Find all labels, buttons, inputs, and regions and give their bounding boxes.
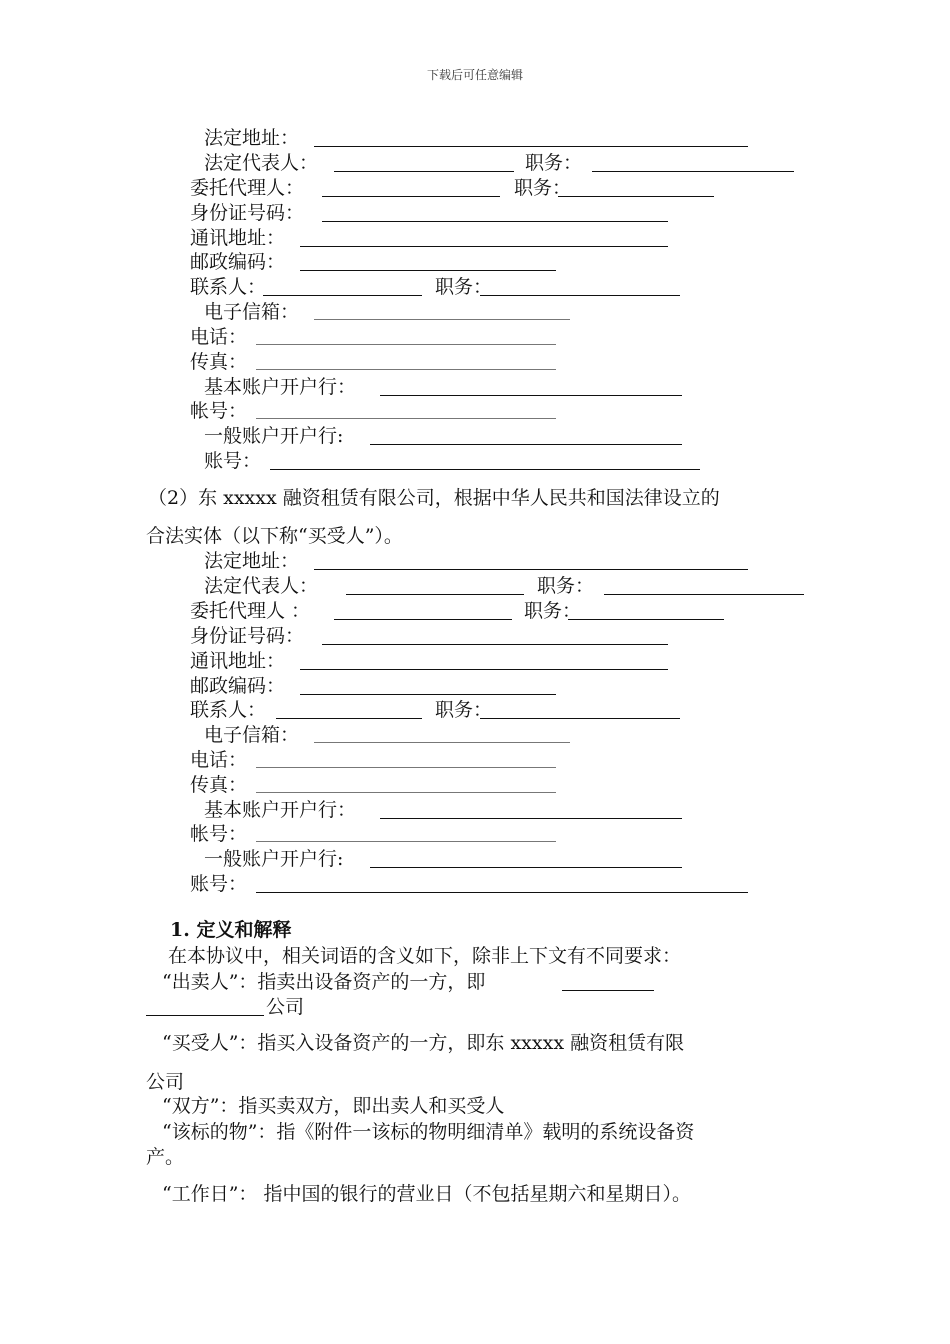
postcode-label: 邮政编码： [190, 675, 286, 697]
legal-address-field[interactable] [314, 146, 748, 147]
seller-definition: “出卖人”：指卖出设备资产的一方，即 [162, 971, 486, 993]
contact-address-label: 通讯地址： [190, 227, 286, 249]
legal-rep-label: 法定代表人： [204, 575, 319, 597]
parties-definition: “双方”：指买卖双方，即出卖人和买受人 [162, 1095, 505, 1117]
general-bank-field[interactable] [370, 444, 682, 445]
title-label: 职务： [537, 575, 595, 597]
basic-account-label: 帐号： [190, 823, 248, 845]
fax-label: 传真： [190, 774, 248, 796]
email-label: 电子信箱： [204, 301, 300, 323]
postcode-field[interactable] [300, 270, 556, 271]
seller-name-field-2[interactable] [146, 1015, 264, 1016]
agent-title-field[interactable] [568, 619, 724, 620]
agent-label: 委托代理人 ： [190, 600, 311, 622]
general-bank-label: 一般账户开户行: [204, 848, 344, 870]
basic-account-field[interactable] [256, 841, 556, 842]
agent-title-label: 职务： [524, 600, 582, 622]
subject-definition: “该标的物”：指《附件一该标的物明细清单》载明的系统设备资 [162, 1121, 695, 1143]
title-label: 职务： [525, 152, 583, 174]
fax-label: 传真： [190, 351, 248, 373]
basic-bank-field[interactable] [380, 395, 682, 396]
id-number-field[interactable] [322, 221, 668, 222]
subject-definition-cont: 产。 [146, 1146, 185, 1168]
id-number-label: 身份证号码： [190, 625, 305, 647]
contact-person-field[interactable] [276, 718, 422, 719]
postcode-field[interactable] [300, 694, 556, 695]
basic-account-label: 帐号： [190, 400, 248, 422]
agent-title-label: 职务： [514, 177, 572, 199]
contact-person-field[interactable] [263, 295, 422, 296]
fax-field[interactable] [256, 792, 556, 793]
seller-company-suffix: 公司 [266, 996, 305, 1018]
contact-address-field[interactable] [300, 669, 668, 670]
page-header-note: 下载后可任意编辑 [426, 68, 523, 82]
workday-definition: “工作日”： 指中国的银行的营业日（不包括星期六和星期日）。 [162, 1183, 691, 1205]
general-bank-label: 一般账户开户行: [204, 425, 344, 447]
party2-intro-line2: 合法实体（以下称“买受人”）。 [146, 525, 403, 547]
contact-title-field[interactable] [480, 718, 680, 719]
agent-label: 委托代理人： [190, 177, 305, 199]
phone-field[interactable] [256, 767, 556, 768]
contact-person-label: 联系人： [190, 276, 267, 298]
general-account-label: 账号： [204, 450, 262, 472]
fax-field[interactable] [256, 369, 556, 370]
email-field[interactable] [314, 742, 570, 743]
buyer-company-suffix: 公司 [146, 1071, 185, 1093]
contact-title-label: 职务： [435, 699, 493, 721]
general-account-label: 账号： [190, 873, 248, 895]
buyer-definition: “买受人”：指买入设备资产的一方，即东 xxxxx 融资租赁有限 [162, 1032, 685, 1054]
legal-address-label: 法定地址： [204, 127, 300, 149]
title-field[interactable] [604, 594, 804, 595]
phone-label: 电话： [190, 326, 248, 348]
basic-bank-label: 基本账户开户行： [204, 799, 357, 821]
phone-label: 电话： [190, 749, 248, 771]
contact-title-field[interactable] [480, 295, 680, 296]
section-heading: 1. 定义和解释 [170, 919, 292, 941]
general-account-field[interactable] [270, 469, 700, 470]
title-field[interactable] [592, 171, 794, 172]
legal-rep-field[interactable] [346, 594, 524, 595]
id-number-label: 身份证号码： [190, 202, 305, 224]
definitions-intro: 在本协议中，相关词语的含义如下，除非上下文有不同要求： [168, 945, 682, 967]
seller-name-field-1[interactable] [562, 990, 654, 991]
basic-bank-field[interactable] [380, 818, 682, 819]
email-field[interactable] [314, 319, 570, 320]
agent-title-field[interactable] [558, 196, 714, 197]
legal-rep-label: 法定代表人： [204, 152, 319, 174]
basic-account-field[interactable] [256, 418, 556, 419]
legal-rep-field[interactable] [334, 171, 514, 172]
agent-field[interactable] [322, 196, 500, 197]
basic-bank-label: 基本账户开户行： [204, 376, 357, 398]
postcode-label: 邮政编码： [190, 251, 286, 273]
contact-address-field[interactable] [300, 246, 668, 247]
party2-intro-line1: （2）东 xxxxx 融资租赁有限公司，根据中华人民共和国法律设立的 [148, 487, 720, 509]
agent-field[interactable] [334, 619, 512, 620]
email-label: 电子信箱： [204, 724, 300, 746]
contact-person-label: 联系人： [190, 699, 267, 721]
general-account-field[interactable] [256, 892, 748, 893]
legal-address-label: 法定地址： [204, 550, 300, 572]
phone-field[interactable] [256, 344, 556, 345]
legal-address-field[interactable] [314, 569, 748, 570]
contact-address-label: 通讯地址： [190, 650, 286, 672]
id-number-field[interactable] [322, 644, 668, 645]
contact-title-label: 职务： [435, 276, 493, 298]
general-bank-field[interactable] [370, 867, 682, 868]
